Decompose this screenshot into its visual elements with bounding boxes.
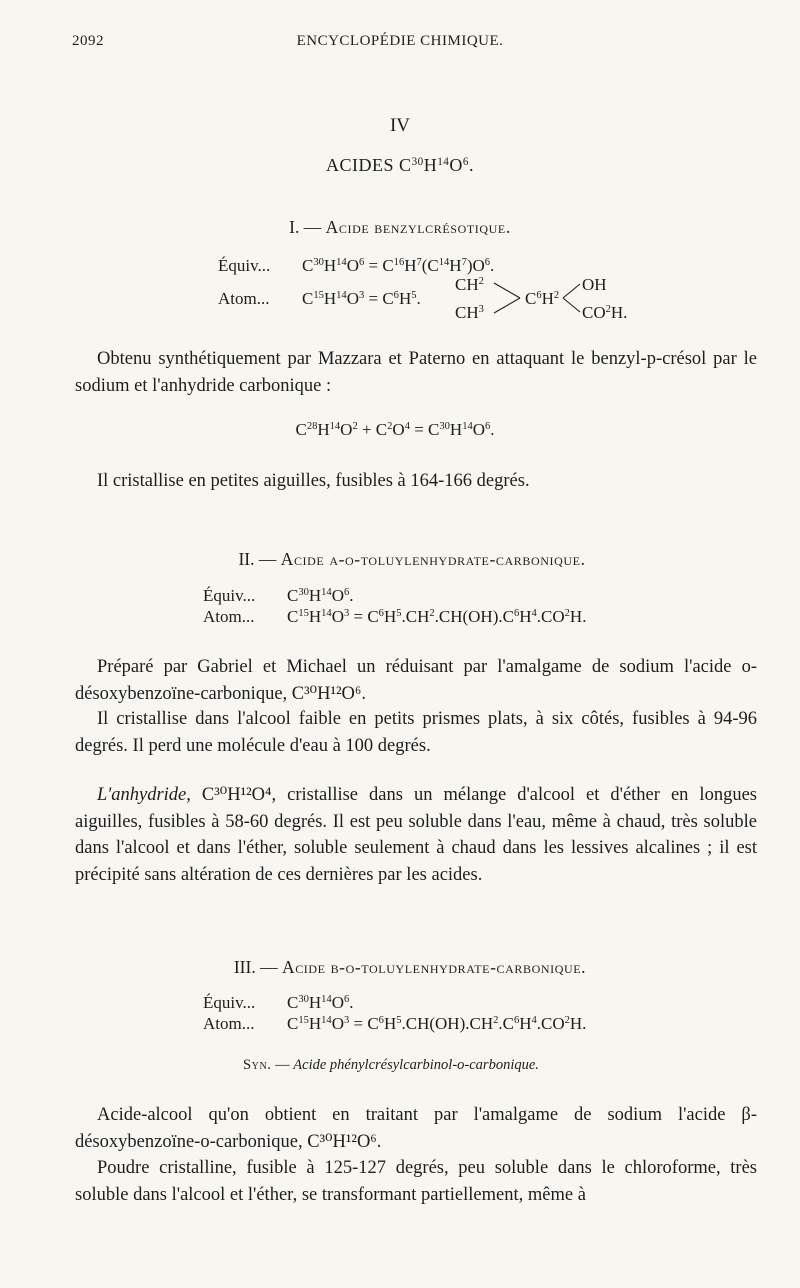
section-1-branch-oh: OH <box>582 275 607 294</box>
chapter-numeral: IV <box>389 115 411 136</box>
section-3-paragraph-1: Acide-alcool qu'on obtient en traitant par l'amalgame de sodium l'acide β-désoxybenzoïne-o-carbonique, C³⁰H¹²O⁶. <box>75 1105 757 1152</box>
section-2-paragraph-2: Il cristallise dans l'alcool faible en petits prismes plats, à six côtés, fusibles à 94-96 degrés. Il perd une molécule d'eau à 100 degrés. <box>75 709 757 756</box>
section-3-atom-formula: Atom... $C^{15}H^{14}O^3 = C^6H^5.CH(OH).CH^2.C^6H^4.CO^2H$. <box>203 1014 587 1033</box>
section-1-branch-c6h2: $C^6H^2$ <box>525 289 560 308</box>
section-1-branch-co2h: $CO^2H$. <box>582 303 628 322</box>
page-number: 2092 <box>72 33 104 49</box>
chapter-title: ACIDES $C^{30}H^{14}O^6$. <box>326 155 474 175</box>
section-1-reaction-equation: $C^{28}H^{14}O^2 + C^2O^4 = C^{30}H^{14}O^6$. <box>295 420 495 439</box>
section-2-paragraph-1: Préparé par Gabriel et Michael un réduisant par l'amalgame de sodium l'acide o-désoxybenzoïne-carbonique, C³⁰H¹²O⁶. <box>75 657 757 704</box>
section-1-paragraph-2: Il cristallise en petites aiguilles, fusibles à 164-166 degrés. <box>97 471 530 491</box>
section-1-heading: I. — Acide benzylcrésotique. <box>289 217 511 237</box>
section-1-paragraph-1: Obtenu synthétiquement par Mazzara et Paterno en attaquant le benzyl-p-crésol par le sodium et l'anhydride carbonique : <box>75 349 757 396</box>
section-2-equiv-formula: Équiv... $C^{30}H^{14}O^6$. <box>203 586 354 605</box>
section-1-branch-ch3: $CH^3$ <box>455 303 484 322</box>
section-2-paragraph-3: L'anhydride, C³⁰H¹²O⁴, cristallise dans un mélange d'alcool et d'éther en longues aiguilles, fusibles à 58-60 degrés. Il est peu soluble dans l'eau, même à chaud, très soluble dans l'alcool et dans l'éther, soluble seulement à chaud dans les lessives alcalines ; il est précipité sans altération de ces dernières par les acides. <box>75 785 757 885</box>
section-1-equiv-formula: Équiv... $C^{30}H^{14}O^6 = C^{16}H^7(C^{14}H^7)O^6$. <box>218 256 495 275</box>
section-3-heading: III. — Acide β-o-toluylenhydrate-carbonique. <box>233 957 587 977</box>
section-2-atom-formula: Atom... $C^{15}H^{14}O^3 = C^6H^5.CH^2.CH(OH).C^6H^4.CO^2H$. <box>203 607 587 626</box>
section-1-branch-ch2: $CH^2$ <box>455 275 484 294</box>
section-3-synonym: Syn. — Acide phénylcrésylcarbinol-o-carbonique. <box>243 1057 539 1073</box>
running-title: ENCYCLOPÉDIE CHIMIQUE. <box>296 33 504 49</box>
section-3-equiv-formula: Équiv... $C^{30}H^{14}O^6$. <box>203 993 354 1012</box>
section-1-atom-formula: Atom... $C^{15}H^{14}O^3 = C^6H^5$. <box>218 289 421 308</box>
section-3-paragraph-2: Poudre cristalline, fusible à 125-127 degrés, peu soluble dans le chloroforme, très soluble dans l'alcool et l'éther, se transformant partiellement, même à <box>75 1158 757 1205</box>
section-2-heading: II. — Acide α-o-toluylenhydrate-carbonique. <box>238 549 586 569</box>
